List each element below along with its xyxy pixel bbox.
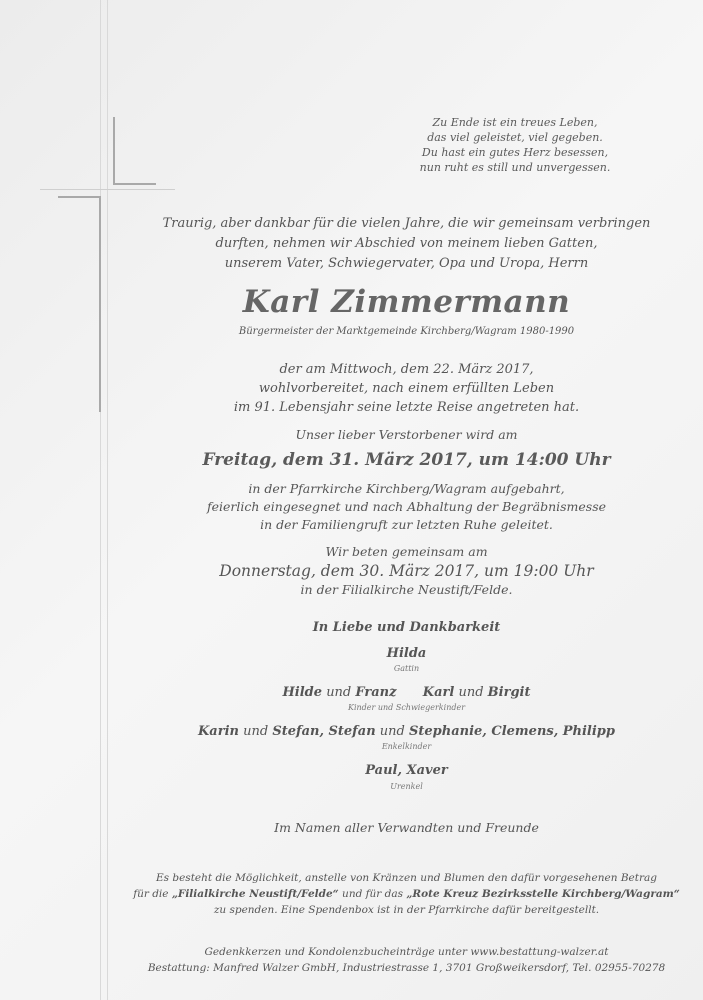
funeral-date: Freitag, dem 31. März 2017, um 14:00 Uhr — [202, 450, 611, 470]
cross-arm-right — [113, 183, 156, 185]
donation-line: Es besteht die Möglichkeit, anstelle von Kränzen und Blumen den dafür vorgesehenen Betrag — [155, 872, 657, 884]
donation-org: „Rote Kreuz Bezirksstelle Kirchberg/Wagram“ — [406, 888, 680, 900]
cross-arm-left — [58, 196, 101, 198]
conjunction: und — [326, 685, 352, 700]
poem — [380, 115, 650, 175]
border-line-right — [107, 0, 108, 1000]
death-line: im 91. Lebensjahr seine letzte Reise angetreten hat. — [233, 400, 580, 415]
donation-notice — [110, 870, 703, 918]
children-names — [110, 685, 703, 700]
great-grandchild-names-text: Paul, Xaver — [365, 763, 448, 778]
poem-line: Du hast ein gutes Herz besessen, — [421, 146, 609, 159]
church-line: feierlich eingesegnet und nach Abhaltung der Begräbnismesse — [206, 499, 607, 514]
great-grandchildren-role: Urenkel — [390, 782, 423, 791]
intro-line: Traurig, aber dankbar für die vielen Jahre, die wir gemeinsam verbringen — [162, 216, 651, 231]
wife-role: Gattin — [393, 664, 420, 673]
death-line: der am Mittwoch, dem 22. März 2017, — [279, 362, 534, 377]
conjunction: und — [379, 724, 405, 739]
grandchildren-names — [110, 724, 703, 739]
intro-line: durften, nehmen wir Abschied von meinem lieben Gatten, — [215, 236, 598, 251]
prayer-date: Donnerstag, dem 30. März 2017, um 19:00 Uhr — [219, 562, 594, 580]
church-line: in der Pfarrkirche Kirchberg/Wagram aufgebahrt, — [248, 481, 565, 496]
donation-line: zu spenden. Eine Spendenbox ist in der Pfarrkirche dafür bereitgestellt. — [213, 904, 600, 916]
donation-text: und für das — [338, 888, 407, 900]
footer-line: Bestattung: Manfred Walzer GmbH, Industriestrasse 1, 3701 Großweikersdorf, Tel. 02955-70278 — [147, 962, 666, 974]
conjunction: und — [458, 685, 484, 700]
poem-line: das viel geleistet, viel gegeben. — [427, 131, 603, 144]
child-name: Karl — [422, 685, 455, 700]
deceased-title: Bürgermeister der Marktgemeinde Kirchberg/Wagram 1980-1990 — [238, 326, 575, 337]
poem-line: Zu Ende ist ein treues Leben, — [432, 116, 598, 129]
child-name: Birgit — [487, 685, 531, 700]
children-role: Kinder und Schwiegerkinder — [347, 703, 466, 712]
cross-arm-upper — [113, 117, 115, 185]
grandchildren-role: Enkelkinder — [381, 742, 432, 751]
donation-org: „Filialkirche Neustift/Felde“ — [171, 888, 339, 900]
cross-horizontal-bar — [40, 189, 175, 190]
footer — [110, 944, 703, 976]
grandchild-name: Stefan, Stefan — [272, 724, 376, 739]
border-line-left — [100, 0, 101, 1000]
child-name: Franz — [355, 685, 397, 700]
intro-text — [110, 214, 703, 274]
great-grandchildren-names — [110, 763, 703, 778]
cross-icon — [99, 197, 101, 412]
funeral-announce: Unser lieber Verstorbener wird am — [295, 427, 518, 442]
poem-line: nun ruht es still und unvergessen. — [419, 161, 611, 174]
wife-name — [110, 646, 703, 661]
church-details — [110, 480, 703, 534]
death-line: wohlvorbereitet, nach einem erfüllten Leben — [258, 381, 555, 396]
death-notice — [110, 360, 703, 417]
relatives-line: Im Namen aller Verwandten und Freunde — [274, 820, 539, 835]
prayer-place: in der Filialkirche Neustift/Felde. — [300, 582, 513, 597]
child-name: Hilde — [282, 685, 323, 700]
deceased-name: Karl Zimmermann — [242, 284, 571, 320]
conjunction: und — [243, 724, 269, 739]
family-heading: In Liebe und Dankbarkeit — [312, 620, 501, 635]
wife-name-text: Hilda — [386, 646, 427, 661]
donation-text: für die — [133, 888, 172, 900]
footer-line: Gedenkkerzen und Kondolenzbucheinträge unter www.bestattung-walzer.at — [204, 946, 609, 958]
donation-line — [110, 886, 703, 902]
prayer-intro: Wir beten gemeinsam am — [325, 544, 488, 559]
grandchild-name: Stephanie, Clemens, Philipp — [409, 724, 615, 739]
intro-line: unserem Vater, Schwiegervater, Opa und Uropa, Herrn — [224, 256, 589, 271]
church-line: in der Familiengruft zur letzten Ruhe geleitet. — [260, 517, 553, 532]
grandchild-name: Karin — [198, 724, 239, 739]
